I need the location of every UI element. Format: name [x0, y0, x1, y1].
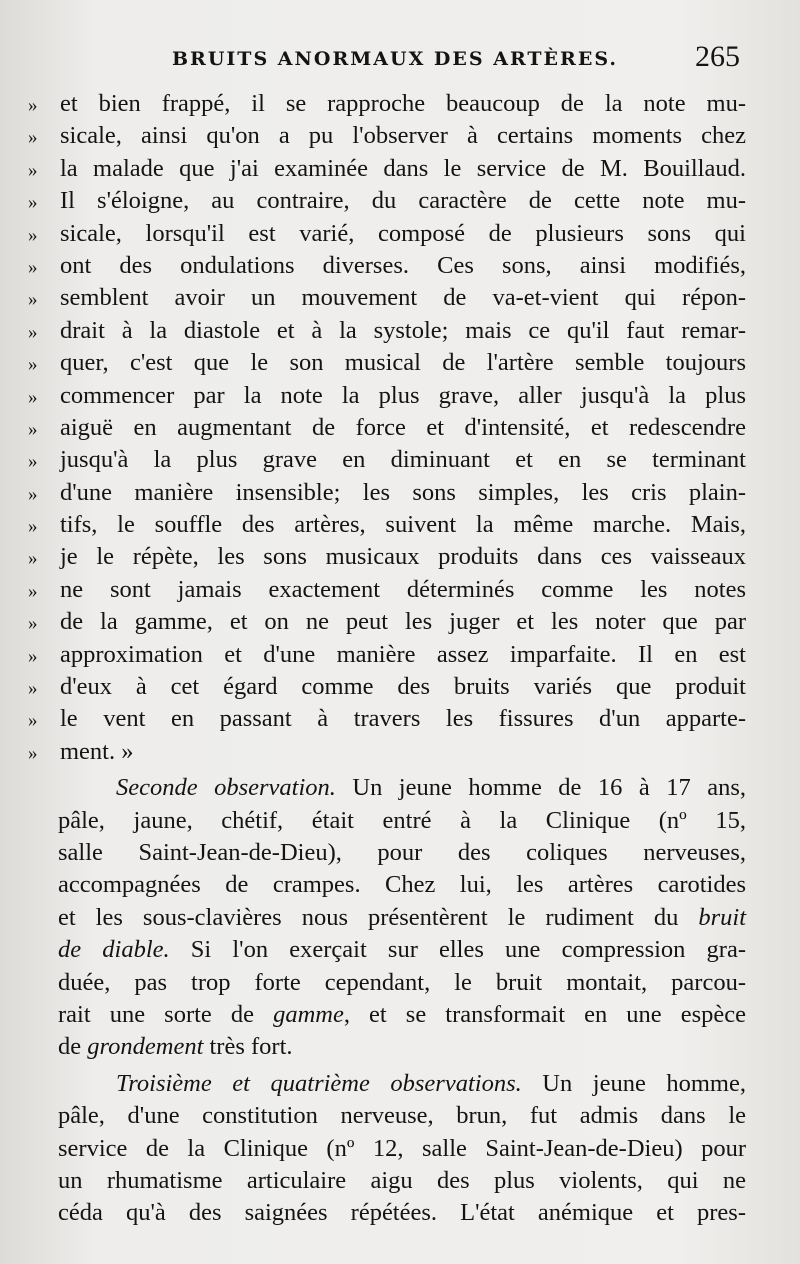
running-title: BRUITS ANORMAUX DES ARTÈRES. [172, 48, 618, 70]
quotation-line [28, 477, 746, 509]
text-line: salle Saint-Jean-de-Dieu), pour des coliques nerveuses, [58, 838, 746, 866]
quotation-line [28, 120, 746, 152]
quotation-line [28, 671, 746, 703]
text-line: Si l'on exerçait sur elles une compression gra- [190, 936, 746, 964]
quotation-text: le vent en passant à travers les fissures d'un apparte- [60, 705, 746, 733]
quote-mark: » [28, 127, 38, 149]
quotation-line [28, 380, 746, 412]
quotation-line [28, 347, 746, 379]
quote-mark: » [28, 95, 38, 116]
quotation-line [28, 444, 746, 476]
paragraph-second-observation [58, 772, 746, 1064]
quotation-block [28, 88, 746, 768]
quote-mark: » [28, 451, 38, 473]
quote-mark: » [28, 710, 38, 732]
quotation-text: ne sont jamais exactement déterminés comme les notes [60, 575, 746, 603]
quotation-line [28, 703, 746, 735]
quotation-text: d'eux à cet égard comme des bruits variés que produit [60, 673, 746, 701]
quotation-line [28, 250, 746, 282]
quotation-text: ment. » [60, 737, 134, 765]
quotation-line [28, 606, 746, 638]
quotation-line [28, 509, 746, 541]
paragraph-third-observation [58, 1068, 746, 1230]
text-line: rait une sorte de [58, 1000, 254, 1028]
quote-mark: » [28, 321, 38, 343]
quote-mark: » [28, 516, 38, 538]
quotation-text: et bien frappé, il se rapproche beaucoup de la note mu- [60, 90, 746, 117]
quotation-line [28, 218, 746, 250]
page-number: 265 [695, 40, 740, 73]
quotation-line [28, 574, 746, 606]
quotation-line [28, 88, 746, 120]
text-line: duée, pas trop forte cependant, le bruit montait, parcou- [58, 968, 746, 996]
quote-mark: » [28, 613, 38, 635]
quotation-text: sicale, ainsi qu'on a pu l'observer à certains moments chez [60, 122, 746, 150]
quote-mark: » [28, 483, 38, 505]
quotation-line [28, 185, 746, 217]
quotation-text: je le répète, les sons musicaux produits dans ces vaisseaux [60, 543, 746, 571]
quotation-text: tifs, le souffle des artères, suivent la même marche. Mais, [60, 511, 746, 539]
text-line: pâle, d'une constitution nerveuse, brun, fut admis dans le [58, 1102, 746, 1130]
quotation-text: quer, c'est que le son musical de l'artère semble toujours [60, 349, 746, 377]
quotation-text: de la gamme, et on ne peut les juger et les noter que par [60, 608, 746, 636]
italic-term: bruit [698, 903, 747, 931]
observation-heading: Seconde observation. [116, 774, 336, 802]
quote-mark: » [28, 159, 38, 181]
quote-mark: » [28, 386, 38, 408]
quotation-line [28, 639, 746, 671]
quote-mark: » [28, 256, 38, 278]
quotation-text: Il s'éloigne, au contraire, du caractère de cette note mu- [60, 187, 746, 215]
quotation-text: sicale, lorsqu'il est varié, composé de plusieurs sons qui [60, 219, 746, 247]
text-line: céda qu'à des saignées répétées. L'état anémique et pres- [58, 1199, 746, 1227]
quotation-line [28, 736, 746, 768]
quotation-line [28, 412, 746, 444]
text-line: Un jeune homme de 16 à 17 ans, [352, 774, 746, 802]
italic-term: de diable. [58, 936, 170, 964]
italic-term: gamme [273, 1000, 344, 1028]
quotation-text: commencer par la note la plus grave, aller jusqu'à la plus [60, 381, 746, 409]
text-line: et les sous-clavières nous présentèrent le rudiment du [58, 903, 679, 931]
italic-term: grondement [87, 1033, 204, 1061]
text-line: très fort. [209, 1033, 293, 1061]
quotation-line [28, 282, 746, 314]
text-line: un rhumatisme articulaire aigu des plus violents, qui ne [58, 1166, 746, 1194]
text-line: pâle, jaune, chétif, était entré à la Clinique (nº 15, [58, 806, 746, 834]
quote-mark: » [28, 224, 38, 246]
quote-mark: » [28, 678, 38, 700]
quote-mark: » [28, 548, 38, 570]
quote-mark: » [28, 645, 38, 667]
quotation-line [28, 153, 746, 185]
quotation-text: approximation et d'une manière assez imparfaite. Il en est [60, 640, 746, 668]
body-text [28, 88, 746, 1230]
quotation-text: la malade que j'ai examinée dans le service de M. Bouillaud. [60, 154, 746, 182]
quote-mark: » [28, 354, 38, 376]
quote-mark: » [28, 289, 38, 311]
quote-mark: » [28, 192, 38, 214]
text-line: Un jeune homme, [542, 1069, 746, 1097]
quotation-line [28, 315, 746, 347]
observation-heading: Troisième et quatrième observations. [116, 1069, 522, 1097]
quotation-text: semblent avoir un mouvement de va-et-vient qui répon- [60, 284, 746, 312]
quote-mark: » [28, 418, 38, 440]
page-header [60, 40, 740, 80]
quotation-line [28, 541, 746, 573]
quotation-text: d'une manière insensible; les sons simples, les cris plain- [60, 478, 746, 506]
quotation-text: drait à la diastole et à la systole; mais ce qu'il faut remar- [60, 316, 746, 344]
quote-mark: » [28, 742, 38, 764]
quotation-text: aiguë en augmentant de force et d'intensité, et redescendre [60, 413, 746, 441]
text-line: de [58, 1033, 82, 1061]
text-line: accompagnées de crampes. Chez lui, les artères carotides [58, 871, 746, 899]
text-line: , et se transformait en une espèce [343, 1000, 747, 1028]
quote-mark: » [28, 580, 38, 602]
quotation-text: jusqu'à la plus grave en diminuant et en se terminant [60, 446, 746, 474]
text-line: service de la Clinique (nº 12, salle Saint-Jean-de-Dieu) pour [58, 1134, 746, 1162]
quotation-text: ont des ondulations diverses. Ces sons, ainsi modifiés, [60, 251, 746, 279]
